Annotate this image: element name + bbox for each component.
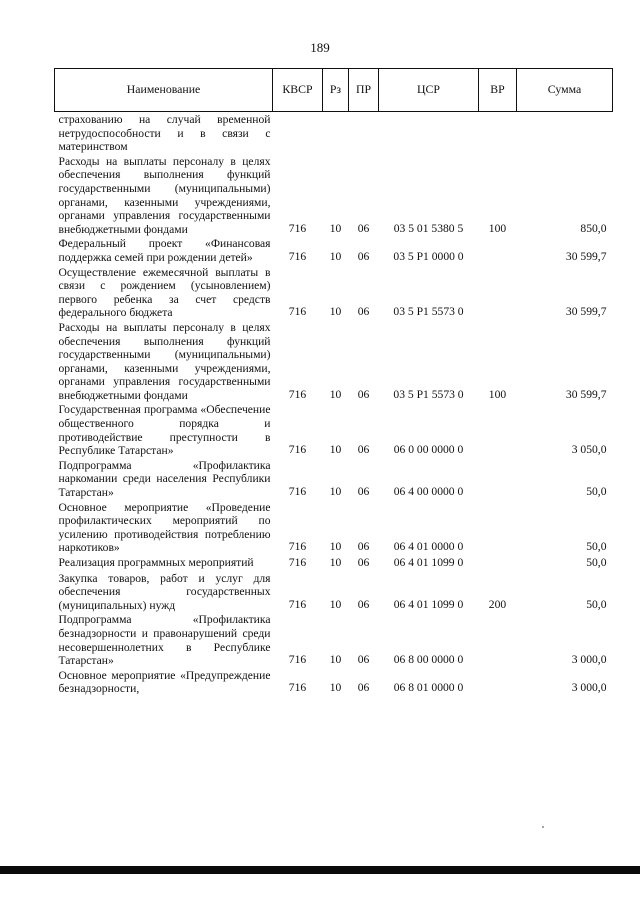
cell-rz: 10	[329, 387, 342, 401]
scan-edge-bar	[0, 866, 640, 874]
scan-speck	[542, 826, 544, 828]
cell-name: Федеральный проект «Финансовая поддержка семей при рождении детей»	[58, 237, 271, 264]
cell-vr: 100	[488, 221, 507, 235]
cell-kvsr: 716	[288, 681, 307, 695]
cell-csr: 03 5 P1 0000 0	[393, 249, 464, 263]
cell-pr	[349, 112, 379, 154]
cell-sum: 30 599,7	[565, 249, 607, 263]
table-row	[55, 612, 613, 667]
cell-csr: 06 0 00 0000 0	[393, 443, 464, 457]
cell-rz: 10	[329, 556, 342, 569]
cell-name: Основное мероприятие «Проведение профилактических мероприятий по усилению противодействия потреблению наркотиков»	[58, 500, 271, 555]
cell-rz: 10	[329, 597, 342, 611]
cell-sum: 850,0	[580, 221, 607, 235]
cell-rz: 10	[329, 681, 342, 695]
cell-name: Осуществление ежемесячной выплаты в связи с рождением (усыновлением) первого ребенка за счет средств федерального бюджета	[58, 265, 271, 320]
cell-pr: 06	[357, 221, 370, 235]
cell-pr: 06	[357, 249, 370, 263]
cell-sum: 30 599,7	[565, 387, 607, 401]
cell-sum: 3 050,0	[571, 443, 607, 457]
column-header-kvsr: КВСР	[273, 69, 323, 112]
cell-name: Подпрограмма «Профилактика безнадзорности и правонарушений среди несовершеннолетних в Республике Татарстан»	[58, 613, 271, 668]
table-row	[55, 571, 613, 613]
cell-pr: 06	[357, 653, 370, 667]
cell-name: Расходы на выплаты персоналу в целях обеспечения выполнения функций государственными (муниципальными) органами, казенными учреждениями, органами управления государственными внебюджетными фондами	[58, 320, 271, 402]
cell-sum	[517, 112, 613, 154]
cell-pr: 06	[357, 597, 370, 611]
cell-kvsr: 716	[288, 556, 307, 569]
cell-kvsr: 716	[288, 653, 307, 667]
cell-rz: 10	[329, 485, 342, 499]
cell-vr	[479, 555, 517, 571]
column-header-vr: ВР	[479, 69, 517, 112]
cell-rz: 10	[329, 221, 342, 235]
cell-vr	[479, 236, 517, 264]
column-header-sum: Сумма	[517, 69, 613, 112]
cell-csr: 03 5 P1 5573 0	[393, 387, 464, 401]
cell-rz: 10	[329, 305, 342, 319]
table-row	[55, 320, 613, 403]
table-row	[55, 265, 613, 320]
table-row	[55, 154, 613, 237]
cell-rz: 10	[329, 249, 342, 263]
cell-kvsr: 716	[288, 249, 307, 263]
cell-kvsr: 716	[288, 443, 307, 457]
cell-name: Основное мероприятие «Предупреждение безнадзорности,	[58, 668, 271, 696]
table-row	[55, 402, 613, 457]
cell-vr	[479, 668, 517, 696]
cell-pr: 06	[357, 485, 370, 499]
cell-kvsr: 716	[288, 305, 307, 319]
cell-pr: 06	[357, 305, 370, 319]
cell-vr	[479, 402, 517, 457]
cell-sum: 50,0	[586, 485, 607, 499]
cell-name: Закупка товаров, работ и услуг для обеспечения государственных (муниципальных) нужд	[58, 571, 271, 612]
cell-vr	[479, 612, 517, 667]
column-header-rz: Рз	[323, 69, 349, 112]
cell-rz	[323, 112, 349, 154]
cell-csr: 06 4 00 0000 0	[393, 485, 464, 499]
cell-sum: 50,0	[586, 540, 607, 554]
cell-vr	[479, 500, 517, 555]
cell-sum: 3 000,0	[571, 681, 607, 695]
cell-vr: 200	[488, 597, 507, 611]
cell-pr: 06	[357, 540, 370, 554]
cell-csr: 03 5 P1 5573 0	[393, 305, 464, 319]
cell-csr: 06 4 01 1099 0	[393, 556, 464, 569]
cell-csr: 06 4 01 0000 0	[393, 540, 464, 554]
cell-kvsr: 716	[288, 221, 307, 235]
table-row	[55, 458, 613, 500]
cell-vr	[479, 458, 517, 500]
column-header-name: Наименование	[55, 69, 273, 112]
table-row	[55, 500, 613, 555]
cell-kvsr: 716	[288, 485, 307, 499]
table-row	[55, 668, 613, 696]
cell-sum: 3 000,0	[571, 653, 607, 667]
cell-csr: 06 4 01 1099 0	[393, 597, 464, 611]
column-header-csr: ЦСР	[379, 69, 479, 112]
cell-kvsr: 716	[288, 597, 307, 611]
cell-name: Государственная программа «Обеспечение общественного порядка и противодействие преступности в Республике Татарстан»	[58, 403, 271, 458]
cell-pr: 06	[357, 556, 370, 569]
cell-csr: 03 5 01 5380 5	[393, 221, 464, 235]
cell-vr	[479, 112, 517, 154]
cell-name: страхованию на случай временной нетрудоспособности и в связи с материнством	[58, 113, 271, 154]
cell-vr	[479, 265, 517, 320]
cell-pr: 06	[357, 387, 370, 401]
cell-pr: 06	[357, 681, 370, 695]
cell-rz: 10	[329, 443, 342, 457]
cell-name: Реализация программных мероприятий	[58, 556, 254, 569]
cell-kvsr: 716	[288, 540, 307, 554]
cell-sum: 50,0	[586, 597, 607, 611]
budget-table	[54, 68, 613, 696]
cell-csr	[379, 112, 479, 154]
cell-name: Расходы на выплаты персоналу в целях обеспечения выполнения функций государственными (муниципальными) органами, казенными учреждениями, органами управления государственными внебюджетными фондами	[58, 154, 271, 236]
cell-name: Подпрограмма «Профилактика наркомании среди населения Республики Татарстан»	[58, 458, 271, 500]
table-row	[55, 112, 613, 154]
table-row	[55, 236, 613, 264]
table-row	[55, 555, 613, 571]
table-body	[55, 112, 613, 696]
cell-sum: 30 599,7	[565, 305, 607, 319]
cell-csr: 06 8 01 0000 0	[393, 681, 464, 695]
cell-pr: 06	[357, 443, 370, 457]
page-number: 189	[310, 40, 330, 55]
cell-kvsr: 716	[288, 387, 307, 401]
cell-rz: 10	[329, 653, 342, 667]
cell-sum: 50,0	[586, 556, 607, 569]
table-header-row	[55, 69, 613, 112]
cell-csr: 06 8 00 0000 0	[393, 653, 464, 667]
cell-vr: 100	[488, 387, 507, 401]
cell-rz: 10	[329, 540, 342, 554]
cell-kvsr	[273, 112, 323, 154]
column-header-pr: ПР	[349, 69, 379, 112]
